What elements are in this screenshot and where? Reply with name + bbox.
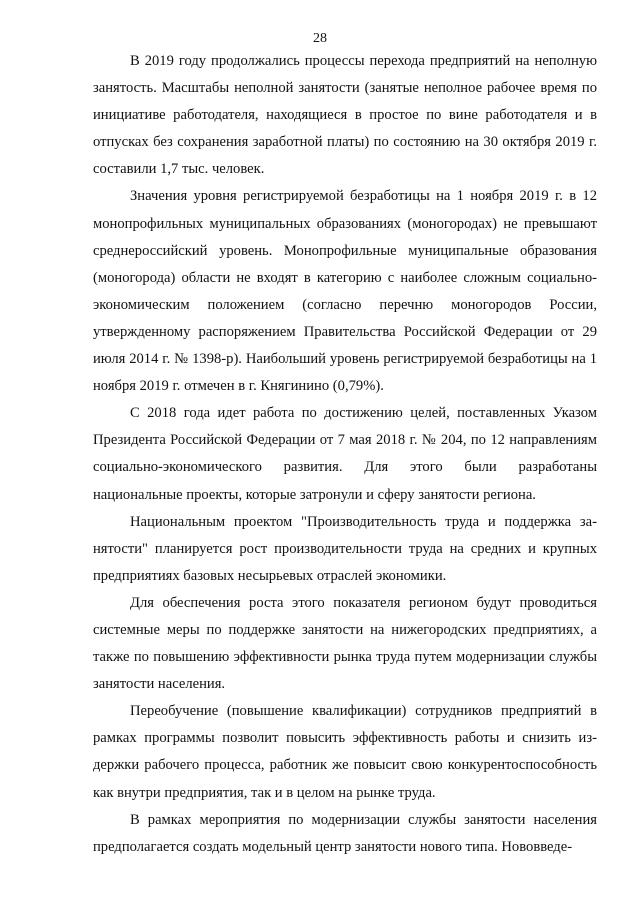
paragraph-model-center: В рамках мероприятия по модернизации службы занятости населения предполагается создать модельный центр занятости нового типа. Нововведе- xyxy=(93,811,597,855)
paragraph-presidential-decree: С 2018 года идет работа по достижению целей, поставленных Указом Президента Российской Федерации от 7 мая 2018 г. № 204, по 12 направлениям социально-экономического развития. Для этого были разработаны национальные проекты, которые затронули и сферу занятости региона. xyxy=(93,405,597,503)
paragraph-part-time-employment: В 2019 году продолжались процессы перехода предприятий на неполную занятость. Масштабы неполной занятости (занятые неполное рабочее время по инициативе работодателя, находящиеся в простое по вине работодателя и в отпусках без сохранения заработной платы) по состоянию на 30 октября 2019 г. составили 1,7 тыс. человек. xyxy=(93,53,597,178)
page-number: 28 xyxy=(313,31,327,46)
paragraph-retraining: Переобучение (повышение квалификации) сотрудников предприятий в рамках программы позволит повысить эффективность работы и снизить издержки рабочего процесса, работник же повысит свою конкурентоспособность как внутри предприятия, так и в целом на рынке труда. xyxy=(93,703,597,801)
paragraph-monotown-unemployment: Значения уровня регистрируемой безработицы на 1 ноября 2019 г. в 12 монопрофильных муниципальных образованиях (моногородах) не превышают среднероссийский уровень. Монопрофильные муниципальные образования (моногорода) области не входят в категорию с наиболее сложным социально-экономическим положением (согласно перечню моногородов России, утвержденному распоряжением Правительства Российской Федерации от 29 июля 2014 г. № 1398-р). Наибольший уровень регистрируемой безработицы на 1 ноября 2019 г. отмечен в г. Княгинино (0,79%). xyxy=(93,188,597,395)
paragraph-national-project: Национальным проектом "Производительность труда и поддержка занятости" планируется рост производительности труда на средних и крупных предприятиях базовых несырьевых отраслей экономики. xyxy=(93,513,597,584)
paragraph-regional-measures: Для обеспечения роста этого показателя регионом будут проводиться системные меры по поддержке занятости на нижегородских предприятиях, а также по повышению эффективности рынка труда путем модернизации службы занятости населения. xyxy=(93,594,597,693)
body-text xyxy=(93,48,597,861)
